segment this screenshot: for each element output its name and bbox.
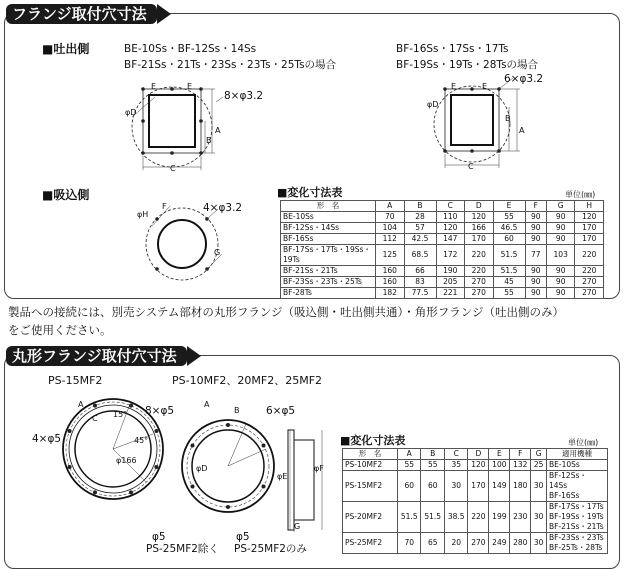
table2 bbox=[342, 448, 608, 554]
col-f: F bbox=[525, 201, 546, 212]
right-dim-e1: E bbox=[451, 82, 457, 91]
ps-others-letter-d: φD bbox=[196, 464, 208, 473]
value-cell: BE-10Ss bbox=[547, 460, 608, 471]
t2-col-b: B bbox=[421, 449, 444, 460]
value-cell: 90 bbox=[546, 288, 575, 299]
right-dim-e2: E bbox=[482, 82, 488, 91]
table-row bbox=[343, 502, 608, 533]
value-cell: 30 bbox=[444, 471, 467, 502]
note-line2: をご使用ください。 bbox=[8, 323, 112, 337]
table1 bbox=[280, 200, 604, 299]
value-cell: 90 bbox=[525, 277, 546, 288]
value-cell: 230 bbox=[510, 502, 531, 533]
only-ps25-note: PS-25MF2のみ bbox=[234, 543, 307, 555]
left-holes-spec: 8×φ3.2 bbox=[224, 90, 264, 102]
value-cell: 170 bbox=[575, 234, 604, 245]
col-c: C bbox=[436, 201, 465, 212]
value-cell: 51.5 bbox=[421, 502, 444, 533]
flange-side-profile bbox=[282, 426, 332, 534]
table-row bbox=[281, 234, 604, 245]
value-cell: 55 bbox=[493, 212, 525, 223]
right-dim-a: A bbox=[519, 126, 525, 135]
model-cell: BF-17Ss・17Ts・19Ss・19Ts bbox=[281, 245, 376, 266]
value-cell: 120 bbox=[468, 460, 489, 471]
model-cell: BE-10Ss bbox=[281, 212, 376, 223]
value-cell: 270 bbox=[465, 288, 494, 299]
col-d: D bbox=[465, 201, 494, 212]
ps-others-letter-b: B bbox=[234, 406, 240, 415]
value-cell: BF-23Ss・23Ts BF-25Ts・28Ts bbox=[547, 533, 608, 554]
t2-col-g: G bbox=[531, 449, 547, 460]
value-cell: 35 bbox=[444, 460, 467, 471]
value-cell: 220 bbox=[468, 502, 489, 533]
ps-others-letter-a: A bbox=[204, 400, 210, 409]
phi5-label-b: φ5 bbox=[236, 531, 250, 543]
col-e: E bbox=[493, 201, 525, 212]
value-cell: 221 bbox=[436, 288, 465, 299]
value-cell: 120 bbox=[436, 223, 465, 234]
inlet-dim-g: G bbox=[214, 248, 221, 257]
caption-left-line1: BE-10Ss・BF-12Ss・14Ss bbox=[124, 43, 257, 55]
value-cell: 38.5 bbox=[444, 502, 467, 533]
model-cell: BF-21Ss・21Ts bbox=[281, 266, 376, 277]
phi5-label-a: φ5 bbox=[152, 531, 166, 543]
ps15-angle15: 15° bbox=[113, 410, 128, 419]
value-cell: 77 bbox=[525, 245, 546, 266]
table-row bbox=[281, 277, 604, 288]
value-cell: 90 bbox=[525, 288, 546, 299]
value-cell: 100 bbox=[489, 460, 510, 471]
value-cell: 280 bbox=[510, 533, 531, 554]
value-cell: 90 bbox=[546, 266, 575, 277]
value-cell: 77.5 bbox=[404, 288, 436, 299]
right-dim-c: C bbox=[468, 162, 474, 171]
bolt-hole bbox=[154, 429, 158, 433]
bolt-hole bbox=[190, 444, 194, 448]
value-cell: 125 bbox=[376, 245, 405, 266]
table2-header-row bbox=[343, 449, 608, 460]
col-a: A bbox=[376, 201, 405, 212]
value-cell: 170 bbox=[465, 234, 494, 245]
value-cell: 249 bbox=[489, 533, 510, 554]
bolt-hole bbox=[93, 490, 97, 494]
value-cell: 68.5 bbox=[404, 245, 436, 266]
ps15-letter-c: C bbox=[92, 414, 98, 423]
value-cell: BF-12Ss・14Ss BF-16Ss bbox=[547, 471, 608, 502]
value-cell: 90 bbox=[546, 234, 575, 245]
left-dim-a: A bbox=[215, 126, 221, 135]
value-cell: 205 bbox=[436, 277, 465, 288]
bolt-hole bbox=[68, 429, 72, 433]
value-cell: 149 bbox=[489, 471, 510, 502]
left-dim-b: B bbox=[206, 136, 212, 145]
profile-letter-f: φF bbox=[314, 464, 324, 473]
value-cell: 60 bbox=[421, 471, 444, 502]
value-cell: 104 bbox=[376, 223, 405, 234]
value-cell: 70 bbox=[398, 533, 421, 554]
value-cell: 270 bbox=[575, 288, 604, 299]
col-model: 形 名 bbox=[281, 201, 376, 212]
table-row bbox=[281, 288, 604, 299]
section1-title: フランジ取付穴寸法 bbox=[6, 4, 157, 24]
value-cell: 25 bbox=[531, 460, 547, 471]
note-line1: 製品への接続には、別売システム部材の丸形フランジ（吸込側・吐出側共通）・角形フランジ（吐出側のみ） bbox=[8, 305, 565, 319]
profile-letter-g: G bbox=[294, 522, 301, 531]
inlet-dim-h: φH bbox=[137, 210, 149, 219]
value-cell: 28 bbox=[404, 212, 436, 223]
value-cell: 132 bbox=[510, 460, 531, 471]
model-cell: PS-25MF2 bbox=[343, 533, 398, 554]
caption-right-line1: BF-16Ss・17Ss・17Ts bbox=[396, 43, 509, 55]
ps15-holes4: 4×φ5 bbox=[32, 433, 62, 445]
inlet-holes-spec: 4×φ3.2 bbox=[203, 202, 243, 214]
table-row bbox=[343, 471, 608, 502]
value-cell: 30 bbox=[531, 533, 547, 554]
value-cell: 90 bbox=[546, 212, 575, 223]
right-dim-b: B bbox=[505, 114, 511, 123]
value-cell: 172 bbox=[436, 245, 465, 266]
t2-col-f: F bbox=[510, 449, 531, 460]
model-cell: BF-16Ss bbox=[281, 234, 376, 245]
value-cell: 220 bbox=[465, 245, 494, 266]
label-ps-others: PS-10MF2、20MF2、25MF2 bbox=[172, 374, 323, 387]
ps-others-holes6: 6×φ5 bbox=[266, 405, 296, 417]
value-cell: 90 bbox=[546, 223, 575, 234]
bolt-hole bbox=[154, 465, 158, 469]
right-dim-d: φD bbox=[427, 100, 439, 109]
value-cell: 90 bbox=[525, 266, 546, 277]
table1-header-row bbox=[281, 201, 604, 212]
left-dim-c: C bbox=[170, 164, 176, 173]
value-cell: 51.5 bbox=[493, 266, 525, 277]
left-dim-e1: E bbox=[151, 82, 157, 91]
t2-col-a: A bbox=[398, 449, 421, 460]
value-cell: 147 bbox=[436, 234, 465, 245]
right-holes-spec: 6×φ3.2 bbox=[504, 73, 544, 85]
value-cell: 55 bbox=[493, 288, 525, 299]
except-ps25-note: PS-25MF2除く bbox=[146, 543, 219, 555]
value-cell: 70 bbox=[376, 212, 405, 223]
value-cell: 60 bbox=[493, 234, 525, 245]
table-row bbox=[343, 533, 608, 554]
t2-col-d: D bbox=[468, 449, 489, 460]
value-cell: 220 bbox=[575, 245, 604, 266]
inlet-dim-f: F bbox=[162, 202, 167, 211]
label-ps15: PS-15MF2 bbox=[48, 374, 103, 387]
value-cell: BF-17Ss・17Ts BF-19Ss・19Ts BF-21Ss・21Ts bbox=[547, 502, 608, 533]
model-cell: PS-20MF2 bbox=[343, 502, 398, 533]
ps15-phi166: φ166 bbox=[116, 456, 137, 465]
bolt-hole bbox=[262, 444, 266, 448]
table1-unit: 単位(㎜) bbox=[565, 190, 596, 199]
table-row bbox=[343, 460, 608, 471]
ps15-letter-a: A bbox=[78, 400, 84, 409]
value-cell: 42.5 bbox=[404, 234, 436, 245]
profile-letter-e: φE bbox=[277, 472, 288, 481]
value-cell: 90 bbox=[525, 223, 546, 234]
value-cell: 90 bbox=[525, 212, 546, 223]
value-cell: 120 bbox=[465, 212, 494, 223]
value-cell: 103 bbox=[546, 245, 575, 266]
inlet-side-label: ■吸込側 bbox=[42, 188, 90, 202]
t2-col-model: 形 名 bbox=[343, 449, 398, 460]
bolt-hole bbox=[190, 485, 194, 489]
value-cell: 30 bbox=[531, 502, 547, 533]
value-cell: 190 bbox=[436, 266, 465, 277]
bolt-hole bbox=[129, 490, 133, 494]
value-cell: 57 bbox=[404, 223, 436, 234]
value-cell: 45 bbox=[493, 277, 525, 288]
model-cell: PS-15MF2 bbox=[343, 471, 398, 502]
value-cell: 65 bbox=[421, 533, 444, 554]
value-cell: 55 bbox=[398, 460, 421, 471]
value-cell: 20 bbox=[444, 533, 467, 554]
bolt-hole bbox=[68, 465, 72, 469]
table2-unit: 単位(㎜) bbox=[568, 438, 599, 447]
bolt-hole bbox=[226, 423, 230, 427]
ps-others-flange-diagram bbox=[176, 404, 286, 514]
left-dim-e2: E bbox=[187, 82, 193, 91]
table1-title: ■変化寸法表 bbox=[277, 186, 343, 199]
bolt-hole bbox=[262, 485, 266, 489]
value-cell: 199 bbox=[489, 502, 510, 533]
value-cell: 66 bbox=[404, 266, 436, 277]
value-cell: 30 bbox=[531, 471, 547, 502]
ps15-holes8: 8×φ5 bbox=[145, 405, 175, 417]
table-row bbox=[281, 223, 604, 234]
section2-title: 丸形フランジ取付穴寸法 bbox=[6, 346, 187, 366]
value-cell: 220 bbox=[465, 266, 494, 277]
value-cell: 170 bbox=[575, 223, 604, 234]
value-cell: 160 bbox=[376, 266, 405, 277]
value-cell: 180 bbox=[510, 471, 531, 502]
value-cell: 166 bbox=[465, 223, 494, 234]
col-b: B bbox=[404, 201, 436, 212]
value-cell: 110 bbox=[436, 212, 465, 223]
table-row bbox=[281, 266, 604, 277]
value-cell: 51.5 bbox=[493, 245, 525, 266]
caption-right-line2: BF-19Ss・19Ts・28Tsの場合 bbox=[396, 59, 539, 71]
t2-col-models: 適用機種 bbox=[547, 449, 608, 460]
ps15-angle45: 45° bbox=[134, 436, 149, 445]
value-cell: 270 bbox=[468, 533, 489, 554]
value-cell: 220 bbox=[575, 266, 604, 277]
value-cell: 90 bbox=[525, 234, 546, 245]
table2-title: ■変化寸法表 bbox=[340, 434, 406, 447]
bolt-hole bbox=[226, 505, 230, 509]
value-cell: 170 bbox=[468, 471, 489, 502]
left-dim-d: φD bbox=[125, 108, 137, 117]
outlet-side-label: ■吐出側 bbox=[42, 42, 90, 56]
value-cell: 112 bbox=[376, 234, 405, 245]
value-cell: 270 bbox=[465, 277, 494, 288]
bolt-hole bbox=[93, 404, 97, 408]
table-row bbox=[281, 245, 604, 266]
table-row bbox=[281, 212, 604, 223]
col-h: H bbox=[575, 201, 604, 212]
value-cell: 60 bbox=[398, 471, 421, 502]
model-cell: PS-10MF2 bbox=[343, 460, 398, 471]
value-cell: 160 bbox=[376, 277, 405, 288]
value-cell: 83 bbox=[404, 277, 436, 288]
value-cell: 182 bbox=[376, 288, 405, 299]
value-cell: 90 bbox=[546, 277, 575, 288]
value-cell: 46.5 bbox=[493, 223, 525, 234]
model-cell: BF-23Ss・23Ts・25Ts bbox=[281, 277, 376, 288]
t2-col-e: E bbox=[489, 449, 510, 460]
caption-left-line2: BF-21Ss・21Ts・23Ss・23Ts・25Tsの場合 bbox=[124, 59, 337, 71]
model-cell: BF-12Ss・14Ss bbox=[281, 223, 376, 234]
col-g: G bbox=[546, 201, 575, 212]
value-cell: 270 bbox=[575, 277, 604, 288]
value-cell: 51.5 bbox=[398, 502, 421, 533]
value-cell: 55 bbox=[421, 460, 444, 471]
t2-col-c: C bbox=[444, 449, 467, 460]
value-cell: 120 bbox=[575, 212, 604, 223]
model-cell: BF-28Ts bbox=[281, 288, 376, 299]
